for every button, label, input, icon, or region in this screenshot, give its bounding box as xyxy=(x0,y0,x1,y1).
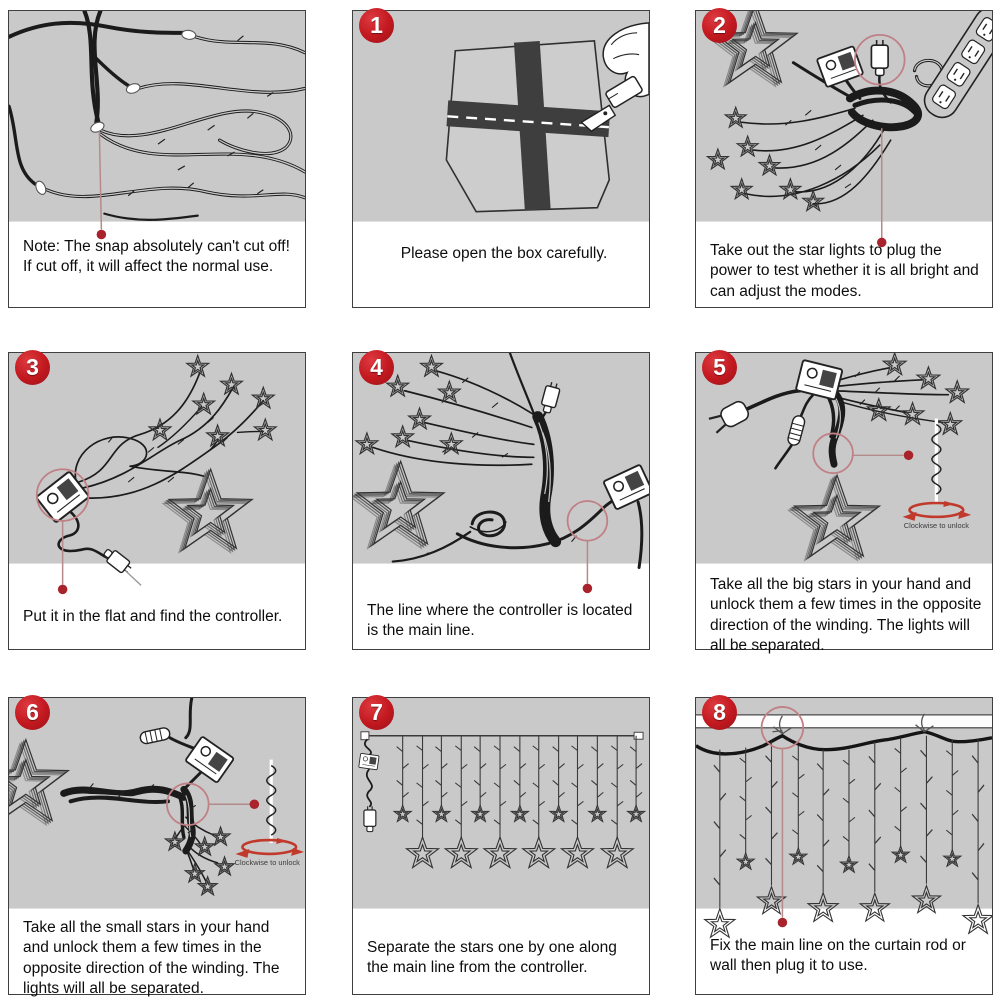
panel-step-6 xyxy=(8,697,306,998)
caption: Take out the star lights to plug the power to test whether it is all bright and can adjust the modes. xyxy=(710,242,979,300)
clockwise-label: Clockwise to unlock xyxy=(903,520,970,530)
clockwise-label: Clockwise to unlock xyxy=(234,857,300,867)
caption: Fix the main line on the curtain rod or wall then plug it to use. xyxy=(710,937,966,975)
panel-step-2 xyxy=(695,10,993,308)
caption: Take all the small stars in your hand and unlock them a few times in the opposite direction of the winding. The lights will all be separated. xyxy=(23,919,280,998)
callout-dot xyxy=(250,800,260,810)
plug-lead xyxy=(125,571,141,586)
controller-icon xyxy=(359,753,379,770)
panel-step-7 xyxy=(352,697,650,995)
callout-dot xyxy=(778,918,788,928)
panel-step-4 xyxy=(352,352,650,650)
panel-step-1 xyxy=(352,10,650,308)
step-badge-6: 6 xyxy=(15,695,50,730)
step-badge-7: 7 xyxy=(359,695,394,730)
caption: Separate the stars one by one along the main line from the controller. xyxy=(367,939,617,977)
end-clip xyxy=(361,732,369,740)
step-badge-4: 4 xyxy=(359,350,394,385)
step-badge-5: 5 xyxy=(702,350,737,385)
panel-step-8 xyxy=(695,697,993,995)
panel-step-3 xyxy=(8,352,306,650)
step-badge-2: 2 xyxy=(702,8,737,43)
step-badge-3: 3 xyxy=(15,350,50,385)
end-clip xyxy=(634,732,643,739)
callout-dot xyxy=(583,584,593,594)
step-badge-8: 8 xyxy=(702,695,737,730)
caption: Please open the box carefully. xyxy=(400,245,608,262)
step3-illustration xyxy=(9,353,305,649)
panel-note xyxy=(8,10,306,308)
panel-step-5 xyxy=(695,352,993,655)
callout-dot xyxy=(904,451,914,461)
callout-dot xyxy=(58,585,68,595)
curtain-rod xyxy=(696,715,992,728)
step-badge-1: 1 xyxy=(359,8,394,43)
caption: Put it in the flat and find the controller. xyxy=(23,608,283,625)
caption: The line where the controller is located is the main line. xyxy=(367,602,633,640)
caption: Take all the big stars in your hand and unlock them a few times in the opposite direction of the winding. The lights will all be separated. xyxy=(710,576,982,655)
caption: Note: The snap absolutely can't cut off! If cut off, it will affect the normal use. xyxy=(23,238,290,276)
